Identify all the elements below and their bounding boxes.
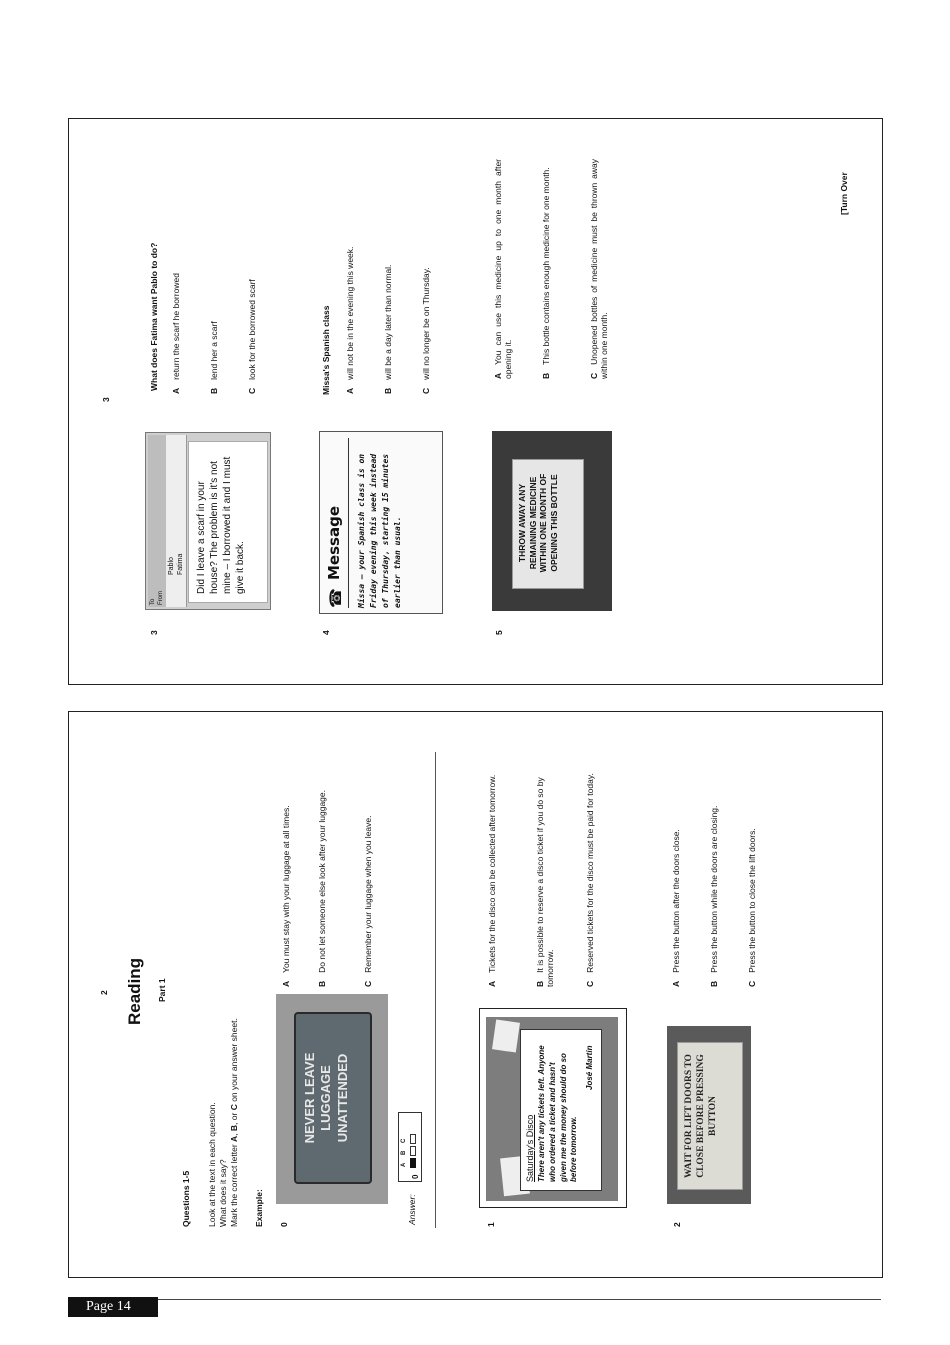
part-label: Part 1 (157, 978, 167, 1002)
paper-scrap (492, 1019, 520, 1052)
question-stem: Missa's Spanish class (321, 305, 331, 395)
note-body: There aren't any tickets left. Anyone who ordered a ticket and hasn't given me the money should do so before tomorrow. (537, 1045, 579, 1182)
message-note-image (319, 431, 443, 614)
option-a: ATickets for the disco can be collected after tomorrow. (487, 774, 497, 987)
option-b: BThis bottle contains enough medicine for one month. (541, 167, 551, 379)
phone-icon: ☎ (326, 588, 345, 608)
medicine-sign-image (492, 431, 612, 611)
section-heading: Reading (125, 957, 144, 1025)
answer-letter-a: A (401, 1162, 407, 1167)
page-number: 3 (101, 397, 111, 402)
instruction-3: Mark the correct letter A, B, or C on your answer sheet. (229, 1018, 239, 1227)
note-title: Saturday's Disco (525, 1114, 535, 1182)
option-a: AYou must stay with your luggage at all times. (281, 805, 291, 987)
sign-plate (294, 1012, 372, 1184)
exam-page-3 (68, 118, 883, 685)
disco-notice-image (479, 1008, 627, 1208)
option-c: CRemember your luggage when you leave. (363, 815, 373, 987)
sign-text: NEVER LEAVE LUGGAGE UNATTENDED (302, 1052, 350, 1144)
option-b: Bwill be a day later than normal. (383, 264, 393, 394)
lift-sign-image (667, 1026, 751, 1204)
example-divider (435, 752, 436, 1228)
footer-rule (158, 1299, 881, 1300)
answer-mark-empty (410, 1134, 416, 1144)
exam-page-2 (68, 711, 883, 1278)
answer-letter-c: C (401, 1138, 407, 1143)
from-field: Fatima (177, 553, 184, 575)
option-b: BIt is possible to reserve a disco ticket if you do so by tomorrow. (535, 777, 555, 987)
questions-label: Questions 1-5 (181, 1170, 191, 1227)
answer-label: Answer: (407, 1194, 417, 1225)
luggage-sign-image (276, 994, 388, 1204)
to-field: Pablo (168, 557, 175, 575)
disco-note (520, 1029, 602, 1191)
answer-box (398, 1112, 422, 1182)
answer-letter-b: B (401, 1150, 407, 1155)
instruction-2: What does it say? (218, 1159, 228, 1227)
option-c: CUnopened bottles of medicine must be thrown away within one month. (589, 159, 609, 379)
instruction-1: Look at the text in each question. (207, 1102, 217, 1227)
chat-header-labels (148, 435, 167, 607)
option-b: Blend her a scarf (209, 321, 219, 394)
chat-window-image (145, 432, 271, 610)
page-number: 2 (99, 990, 109, 995)
sign-plate (677, 1042, 743, 1190)
question-number: 3 (149, 630, 159, 635)
option-b: BPress the button while the doors are closing. (709, 805, 719, 987)
sign-text: WAIT FOR LIFT DOORS TO CLOSE BEFORE PRESSING BUTTON (684, 1054, 718, 1178)
option-a: Awill not be in the evening this week. (345, 246, 355, 394)
question-number: 4 (321, 630, 331, 635)
note-signature: José Martin (585, 1045, 594, 1090)
note-body: Missa – your Spanish class is on Friday evening this week instead of Thursday, starting 15 minutes earlier than usual. (357, 453, 402, 608)
example-label: Example: (254, 1189, 264, 1227)
option-a: AYou can use this medicine up to one month after opening it. (493, 159, 513, 379)
to-label: To (150, 598, 156, 605)
answer-number: 0 (411, 1174, 420, 1179)
question-number: 1 (486, 1222, 496, 1227)
from-label: From (158, 591, 164, 605)
option-c: Cwill no longer be on Thursday. (421, 267, 431, 394)
option-a: Areturn the scarf he borrowed (171, 273, 181, 394)
sign-text: THROW AWAY ANY REMAINING MEDICINE WITHIN ONE MONTH OF OPENING THIS BOTTLE (517, 473, 559, 573)
option-c: Clook for the borrowed scarf (247, 279, 257, 394)
chat-message-box (188, 441, 268, 603)
answer-mark-empty (410, 1146, 416, 1156)
option-a: APress the button after the doors close. (671, 829, 681, 987)
turn-over-label: [Turn Over (839, 172, 849, 215)
note-divider (348, 438, 349, 608)
answer-mark-filled (410, 1158, 416, 1168)
note-title: Message (325, 506, 343, 580)
chat-header-fields (166, 435, 187, 607)
question-number: 2 (672, 1222, 682, 1227)
question-stem: What does Fatima want Pablo to do? (149, 242, 159, 391)
question-number: 5 (494, 630, 504, 635)
question-number: 0 (279, 1222, 289, 1227)
option-c: CPress the button to close the lift doors. (747, 828, 757, 987)
option-c: CReserved tickets for the disco must be paid for today. (585, 773, 595, 987)
page-label: Page 14 (68, 1297, 158, 1317)
sign-plate (512, 459, 584, 589)
chat-message: Did I leave a scarf in your house? The problem is it's not mine – I borrowed it and I must give it back. (196, 456, 246, 594)
option-b: BDo not let someone else look after your luggage. (317, 789, 327, 987)
